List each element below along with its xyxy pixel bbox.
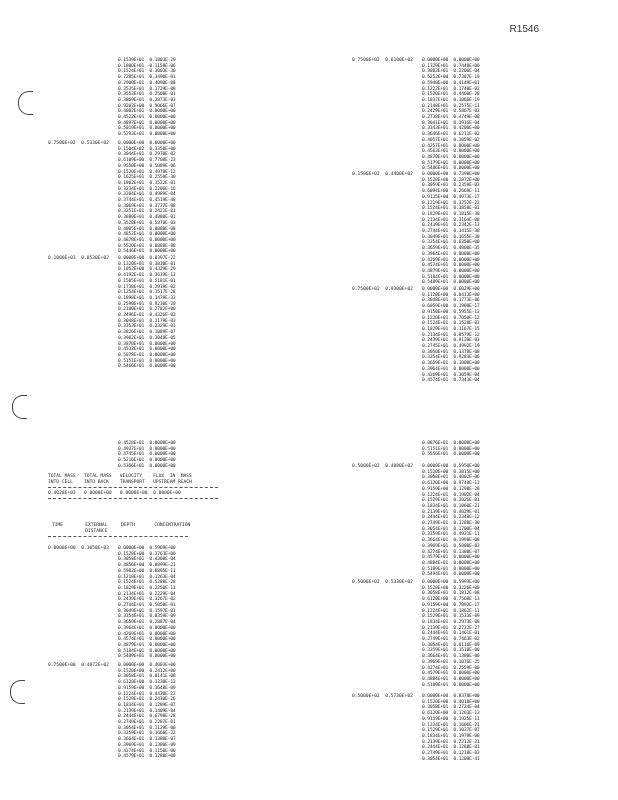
data-row: 0.2148E+01 0.2575E-11 [422,103,480,109]
data-row: 0.4528E+01 0.0000E+00 [118,441,176,446]
data-row: 0.3803E+01 0.2206E-04 [422,69,480,75]
data-row: 0.1539E+01 0.1803E-29 [118,58,176,63]
data-row: 0.0000E+00 0.8397E-22 [118,256,176,261]
data-row: 0.6059E+00 0.1908E-17 [422,304,480,310]
data-row: 0.3069E+01 0.3737E-08 [118,203,176,209]
data-row: 0.3054E+01 0.1129E-00 [118,725,176,731]
data-row: 0.0000E+00 0.7398E+00 [422,172,480,177]
data-row: 0.9159E+00 0.1298E-20 [422,486,480,492]
data-row: 0.5078E+01 0.0000E+00 [118,352,176,358]
summary-values: 0.4028E+03 0.0000E+00 0.0000E+00 0.0000E+00 [48,491,181,496]
data-row: 0.2444E+01 0.1461E-01 [422,631,480,637]
data-row: 0.4274E+01 0.1380E-07 [422,549,480,555]
data-row: 0.1520E+00 0.3226E+00 [422,585,480,591]
data-row: 0.1520E+01 0.4460E-28 [422,92,480,98]
data-row: 0.1224E+01 0.1862E-11 [422,608,480,614]
data-row: 0.4274E+01 0.2559E-00 [422,665,480,671]
data-row: 0.5940E+00 0.4149E+01 [422,80,480,86]
data-block [118,546,176,660]
data-row: 0.3964E+01 0.0000E+00 [422,251,480,257]
data-row: 0.2738E+01 0.4749E-08 [422,115,480,121]
data-row: 0.4856E+00 0.8899E-21 [118,563,176,569]
data-row: 0.0000E+00 0.0000E+00 [422,58,480,63]
block-label: 0.7500E+02 0.9300E+02 [352,287,413,292]
data-row: 0.1219E+01 0.3252E-22 [422,200,480,206]
data-row: 0.2749E+01 0.1218E-03 [422,751,480,757]
data-row: 0.4574E+01 0.0000E+00 [422,263,480,269]
data-row: 0.3048E+01 0.1773E-06 [422,298,480,304]
block-label: 0.0000E+00 0.3058E+03 [48,546,109,551]
data-row: 0.5184E+01 0.0000E+00 [118,648,176,654]
data-row: 0.3880E+01 0.4880E-01 [118,215,176,221]
data-row: 0.5293E+01 0.0000E+00 [118,132,176,138]
data-row: 0.1834E+01 0.2973E-08 [422,619,480,625]
data-block [422,172,480,286]
data-row: 0.2749E+01 0.1288E-30 [422,521,480,527]
block-label: 0.5000E+02 0.5330E+02 [352,580,413,585]
data-row: 0.5982E+00 0.8895E-11 [118,568,176,574]
data-row: 0.1052E+00 0.4329E-29 [118,267,176,273]
data-row: 0.3354E+01 0.8359E-09 [118,614,176,620]
data-row: 0.5151E+01 0.0000E+00 [118,358,176,364]
data-row: 0.1738E+01 0.2919E-02 [118,284,176,290]
data-row: 0.4269E+01 0.0000E+00 [118,631,176,637]
data-row: 0.5252E+00 0.7387E-19 [422,75,480,81]
data-block [422,580,480,688]
data-row: 0.3049E+01 0.1655E-30 [422,234,480,240]
data-row: 0.2134E+01 0.3164E-08 [422,217,480,223]
data-row: 0.4057E+01 0.1059E-02 [422,137,480,143]
data-row: 0.3664E+01 0.1998E-08 [422,538,480,544]
data-row: 0.3826E+01 0.1089E-07 [118,330,176,336]
data-row: 0.7285E+01 0.3490E-01 [118,75,176,81]
data-row: 0.2444E+01 0.1288E-01 [422,745,480,751]
data-row: 0.1120E+00 0.8413E+00 [422,292,480,298]
data-row: 0.1224E+01 0.4430E-22 [118,691,176,697]
data-row: 0.5151E+01 0.0000E+00 [422,446,480,452]
data-row: 0.4870E+01 0.0000E+00 [422,154,480,160]
data-row: 0.9159E+00 0.1925E-11 [422,716,480,722]
data-row: 0.3646E+01 0.6211E-02 [422,132,480,138]
data-row: 0.3354E+01 0.9283E-06 [422,355,480,361]
data-block [422,287,480,384]
data-row: 0.3058E+01 0.2724E-04 [422,705,480,711]
data-row: 0.3049E+01 0.1597E-03 [118,608,176,614]
data-row: 0.0000E+00 0.6000E+00 [118,141,176,146]
data-row: 0.1254E+01 0.1517E-28 [118,290,176,296]
data-row: 0.3059E+01 0.2359E-03 [422,183,480,189]
data-row: 0.2444E+01 0.6798E-28 [118,714,176,720]
block-label: 0.1000E+03 0.8530E+02 [48,256,109,261]
data-row: 0.1224E+01 0.1902E-04 [422,492,480,498]
data-row: 0.2496E+01 -0.4326E-03 [118,313,176,319]
data-row: 0.2439E+01 0.9120E-03 [422,338,480,344]
data-row: 0.2439E+01 0.2342E-13 [422,223,480,229]
data-row: 0.3664E+01 0.1380E-00 [422,654,480,660]
data-row: 0.9150E+00 0.5955E-13 [422,309,480,315]
data-block [422,58,480,172]
data-row: 0.1829E+01 0.2250E-11 [118,585,176,591]
data-row: 0.5520E+01 0.8888E-88 [118,243,176,249]
data-row: 0.5366E+01 0.0000E+00 [118,463,176,469]
data-row: 0.3054E+01 0.1208E-41 [422,756,480,762]
data-block [118,256,176,370]
table-header: TIME EXTERNAL DEPTH CONCENTRATION [52,523,191,528]
data-row: 0.2139E+01 0.2212E-21 [422,739,480,745]
data-row: 0.1524E+01 0.5288E-28 [118,580,176,586]
data-row: 0.1320E+01 0.3830E-01 [118,261,176,267]
data-row: 0.1529E+01 0.1027E-07 [422,728,480,734]
data-row: 0.1524E+01 0.1528E-03 [422,321,480,327]
data-row: 0.1520E+00 0.2872E+00 [422,177,480,183]
data-row: 0.1524E+01 0.3858E-01 [422,206,480,212]
block-label: 0.7500E+02 0.6100E+02 [352,58,413,63]
data-row: 0.1504E+02 0.3350E+00 [118,146,176,152]
data-row: 0.4879E+01 0.0000E+00 [422,268,480,274]
data-row: 0.1224E+01 0.1606E-21 [422,722,480,728]
data-row: 0.4574E+01 0.0000E+00 [118,637,176,643]
punch-hole [12,395,27,419]
data-row: 0.1834E+01 0.1289E-07 [118,702,176,708]
data-row: 0.4085E+01 0.0880E-08 [118,226,176,232]
data-row: 0.6120E+00 0.9740E-13 [422,481,480,487]
data-row: 0.8876E+01 0.0000E+00 [422,441,480,446]
data-row: 0.1802E+01 0.1522E-01 [118,180,176,186]
block-label: 0.7500E+02 0.5330E+02 [48,141,109,146]
data-row: 0.3964E+01 0.0000E+00 [118,625,176,631]
data-row: 0.4884E+01 0.0000E+00 [422,560,480,566]
data-row: 0.9135E+00 0.4973E-17 [422,194,480,200]
data-row: 0.3359E+01 0.1510E-00 [422,648,480,654]
data-row: 0.5179E+01 0.0000E+00 [422,160,480,166]
data-row: 0.4579E+01 0.0000E+00 [422,671,480,677]
data-row: 0.1329E+01 0.7440E+00 [422,63,480,69]
data-row: 0.0000E+00 0.5969E+00 [118,546,176,551]
data-row: 0.3659E+01 0.1000E+00 [422,361,480,367]
block-label: 0.7500E+00 0.4872E+02 [48,663,109,668]
punch-hole [18,91,33,115]
data-row: 0.0000E+00 0.5993E+00 [422,580,480,585]
data-row: 0.5486E+01 0.0000E+00 [422,166,480,172]
data-row: 0.1218E+01 0.1263E-04 [118,574,176,580]
data-row: 0.3204E+01 0.4989E-04 [118,192,176,198]
data-block [118,441,176,470]
data-row: 0.0000E+00 0.5950E+00 [422,464,480,469]
data-row: 0.4522E+01 0.0000E+00 [118,115,176,121]
data-row: 0.2900E+01 0.4090E-08 [118,80,176,86]
data-row: 0.1528E+00 0.3763E+00 [118,551,176,557]
data-row: 0.4579E+01 0.0000E+00 [422,555,480,561]
data-row: 0.5189E+01 0.0000E+00 [422,566,480,572]
data-row: 0.5184E+01 0.0000E+00 [422,274,480,280]
data-row: 0.4879E+01 0.0000E+00 [118,642,176,648]
data-row: 0.4852E+01 0.0000E+00 [118,232,176,238]
data-row: 0.3058E+01 0.8141E-08 [118,674,176,680]
data-row: 0.1837E+01 0.1066E-19 [422,97,480,103]
data-row: 0.1625E+01 0.2558E-30 [118,175,176,181]
data-row: 0.4532E+01 0.0000E+00 [118,347,176,353]
data-row: 0.4269E+01 0.0000E+00 [422,257,480,263]
data-row: 0.3969E+01 0.1380E-09 [118,742,176,748]
data-row: 0.2745E+01 0.4992E-19 [422,344,480,350]
data-row: 0.4563E+01 0.0000E+00 [422,149,480,155]
data-row: 0.5489E+01 0.0000E+00 [422,280,480,286]
data-row: 0.9159E+00 0.7892E-17 [422,602,480,608]
data-row: 0.3050E+01 0.3378E-08 [422,349,480,355]
data-row: 0.0000E+00 0.6029E+00 [422,287,480,292]
data-row: 0.2590E+01 0.9230E-20 [118,301,176,307]
data-row: 0.3659E+01 0.4800E-35 [422,246,480,252]
data-row: 0.2444E+01 0.2348E-12 [422,515,480,521]
table-header: DISTANCE [52,529,108,534]
data-row: 0.3553E+01 0.2508E-01 [118,92,176,98]
data-row: 0.1834E+01 0.1060E-21 [422,503,480,509]
punch-hole [10,680,25,704]
data-row: 0.2139E+01 0.1409E-04 [118,708,176,714]
data-row: 0.3982E+01 0.3048E-05 [118,335,176,341]
data-row: 0.2744E+01 0.5050E-01 [118,603,176,609]
data-row: 0.3041E+01 0.1916E-04 [422,120,480,126]
data-row: 0.4745E+01 0.0000E+00 [118,452,176,458]
data-row: 0.3251E+01 0.2421E-01 [118,209,176,215]
data-row: 0.4269E+01 0.3059E-04 [422,372,480,378]
data-row: 0.3234E+01 0.2206E-16 [118,186,176,192]
data-row: 0.1529E+01 0.1533E-09 [422,614,480,620]
data-row: 0.1529E+01 0.2026E-01 [422,498,480,504]
block-label: 0.1500E+02 0.4400E+02 [352,172,413,177]
data-row: 0.3354E+01 0.6350E+00 [422,240,480,246]
data-row: 0.4192E+01 0.3639E-13 [118,273,176,279]
data-row: 0.5556E+01 0.0000E+00 [422,452,480,458]
data-row: 0.6109E+00 0.7708E-23 [118,158,176,164]
data-row: 0.0000E+00 0.4003E+00 [118,663,176,668]
data-row: 0.3659E+01 0.2887E-04 [118,620,176,626]
data-row: 0.1520E+00 0.2412E+00 [118,668,176,674]
data-row: 0.5446E+01 0.0000E+00 [118,249,176,255]
data-row: 0.3054E+01 0.1700E-04 [422,526,480,532]
data-row: 0.3964E+01 0.0000E+00 [422,366,480,372]
data-row: 0.1829E+01 0.1815E-30 [422,211,480,217]
data-row: 0.2134E+01 0.8579E-12 [422,332,480,338]
data-row: 0.1524E+01 0.3003E-30 [118,69,176,75]
data-row: 0.4082E+01 0.0000E+00 [118,109,176,115]
data-row: 0.3744E+01 0.4519E-48 [118,198,176,204]
data-block [118,58,176,138]
data-row: 0.3664E+01 0.1380E-07 [118,737,176,743]
document-id: R1546 [509,24,539,35]
data-row: 0.4937E+01 0.0000E+00 [118,446,176,452]
data-row: 0.4274E+01 0.1150E-00 [118,748,176,754]
data-row: 0.4897E+01 0.0000E+00 [118,120,176,126]
data-block [422,694,480,762]
data-row: 0.4574E+01 0.7343E-04 [422,378,480,384]
data-row: 0.1898E+01 0.1479E-33 [118,295,176,301]
block-label: 0.5000E+02 0.4880E+02 [352,464,413,469]
data-block [118,663,176,760]
data-row: 0.2744E+01 0.1415E-30 [422,229,480,235]
data-row: 0.3359E+01 0.4931E-11 [422,532,480,538]
data-row: 0.4878E+01 0.0000E+00 [118,237,176,243]
data-row: 0.1520E+00 0.4018E+00 [422,699,480,705]
data-block [118,141,176,255]
summary-header: INTO CELL INTO BACK TRANSPORT UPSTREAM REACH [48,480,192,485]
data-row: 0.3048E+01 0.1179E-03 [118,318,176,324]
data-row: 0.1834E+01 0.1979E-08 [422,733,480,739]
data-row: 0.1529E+01 0.2430E-26 [118,697,176,703]
data-row: 0.1829E+01 0.1167E-15 [422,326,480,332]
data-row: 0.5019E+01 0.0000E+00 [118,126,176,132]
data-row: 0.2139E+01 0.4029E-01 [422,509,480,515]
data-row: 0.3969E+01 0.5800E-03 [422,543,480,549]
data-row: 0.3054E+01 0.6116E-09 [422,642,480,648]
divider [48,498,218,499]
data-row: 0.5466E+01 0.0000E+00 [118,364,176,370]
data-row: 0.9202E+00 0.9066E-07 [118,103,176,109]
data-row: 0.2429E+01 0.5867E-03 [422,109,480,115]
data-row: 0.5494E+01 0.0000E+00 [422,572,480,578]
data-row: 0.3044E+01 0.2970E-02 [118,152,176,158]
data-row: 0.3870E+01 0.0000E+00 [118,341,176,347]
data-row: 0.4257E+01 0.0000E+00 [422,143,480,149]
data-row: 0.5216E+01 0.0000E+00 [118,458,176,464]
data-row: 0.3969E+01 0.1076E-25 [422,659,480,665]
block-label: 0.5000E+02 0.5730E+02 [352,694,413,699]
data-row: 0.5489E+01 0.0000E+00 [118,654,176,660]
data-row: 0.3353E+01 0.2329E-01 [118,324,176,330]
data-row: 0.3058E+01 0.4002E-06 [422,475,480,481]
data-row: 0.3359E+01 0.1660E-22 [118,731,176,737]
data-row: 0.6120E+00 0.1263E-13 [422,711,480,717]
data-row: 0.0000E+00 0.8378E+00 [422,694,480,699]
data-row: 0.1505E+01 0.5181E-01 [118,278,176,284]
data-row: 0.1800E+01 -0.1158E-06 [118,63,176,69]
data-row: 0.3058E+01 0.4308E-04 [118,557,176,563]
data-row: 0.3869E+01 0.3873E-03 [118,97,176,103]
data-row: 0.3058E+01 0.1812E-08 [422,591,480,597]
data-row: 0.3343E+01 0.4200E+00 [422,126,480,132]
data-row: 0.2749E+01 0.7463E-02 [422,637,480,643]
data-row: 0.3520E+01 0.5870E-03 [118,220,176,226]
data-row: 0.4884E+01 0.0000E+00 [422,676,480,682]
data-row: 0.2749E+01 0.2287E-01 [118,720,176,726]
data-row: 0.2180E+01 0.2782E+00 [118,307,176,313]
data-row: 0.1520E+01 0.4978E-12 [118,169,176,175]
data-row: 0.9159E+00 0.1648E-09 [118,685,176,691]
data-row: 0.4579E+01 0.1280E+00 [118,754,176,760]
divider [48,536,188,537]
data-row: 0.6094E+00 0.2669E-11 [422,189,480,195]
data-row: 0.2439E+01 0.3267E-02 [118,597,176,603]
data-row: 0.9550E+00 0.5089E-06 [118,163,176,169]
data-row: 0.6120E+00 0.7568E-13 [422,597,480,603]
summary-header: TOTAL MASS TOTAL MASS VELOCITY FLUX IN MASS [48,474,192,479]
data-row: 0.2139E+01 0.2722E-27 [422,625,480,631]
data-row: 0.6120E+00 0.1230E-13 [118,680,176,686]
divider [48,487,218,488]
data-row: 0.3535E+01 0.1729E-08 [118,86,176,92]
data-block [422,441,480,458]
data-row: 0.1520E+00 0.3815E+00 [422,469,480,475]
data-row: 0.5189E+01 0.0000E+00 [422,682,480,688]
data-block [422,464,480,578]
data-row: 0.1222E+01 0.1740E-02 [422,86,480,92]
data-row: 0.1220E+01 0.7050E-12 [422,315,480,321]
data-row: 0.2134E+01 0.2229E-04 [118,591,176,597]
